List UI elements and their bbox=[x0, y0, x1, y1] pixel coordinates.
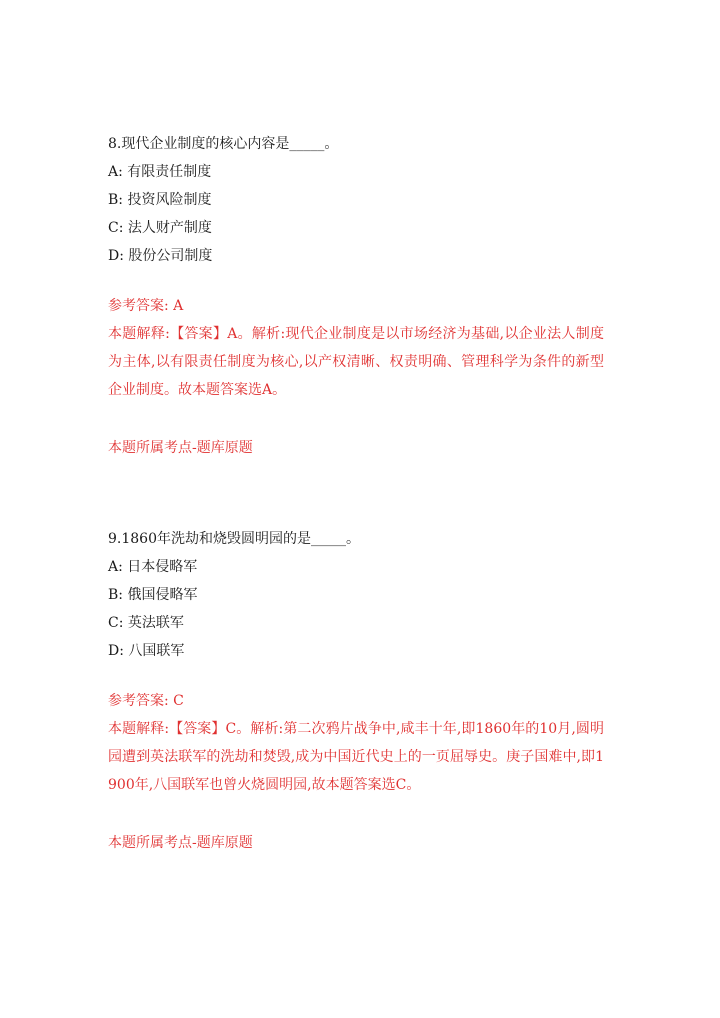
reference-answer: 参考答案: A bbox=[108, 298, 184, 314]
option-a: A: 日本侵略军 bbox=[108, 559, 198, 575]
answer-explanation: 本题解释:【答案】C。解析:第二次鸦片战争中,咸丰十年,即1860年的10月,圆明园遭到英法联军的洗劫和焚毁,成为中国近代史上的一页屈辱史。庚子国难中,即1900年,八国联军也曾火烧圆明园,故本题答案选C。 bbox=[108, 721, 604, 793]
knowledge-point-tag: 本题所属考点-题库原题 bbox=[108, 440, 253, 456]
option-c: C: 法人财产制度 bbox=[108, 220, 212, 236]
option-b: B: 俄国侵略军 bbox=[108, 587, 198, 603]
option-d: D: 八国联军 bbox=[108, 643, 185, 659]
question-8 bbox=[108, 130, 608, 462]
knowledge-point-tag: 本题所属考点-题库原题 bbox=[108, 835, 253, 851]
option-d: D: 股份公司制度 bbox=[108, 248, 213, 264]
answer-explanation: 本题解释:【答案】A。解析:现代企业制度是以市场经济为基础,以企业法人制度为主体,以有限责任制度为核心,以产权清晰、权责明确、管理科学为条件的新型企业制度。故本题答案选A。 bbox=[108, 326, 604, 398]
question-stem: 8.现代企业制度的核心内容是_____。 bbox=[108, 136, 339, 152]
option-a: A: 有限责任制度 bbox=[108, 164, 212, 180]
option-c: C: 英法联军 bbox=[108, 615, 184, 631]
question-9 bbox=[108, 525, 608, 857]
question-stem: 9.1860年洗劫和烧毁圆明园的是_____。 bbox=[108, 531, 360, 547]
option-b: B: 投资风险制度 bbox=[108, 192, 212, 208]
reference-answer: 参考答案: C bbox=[108, 693, 184, 709]
